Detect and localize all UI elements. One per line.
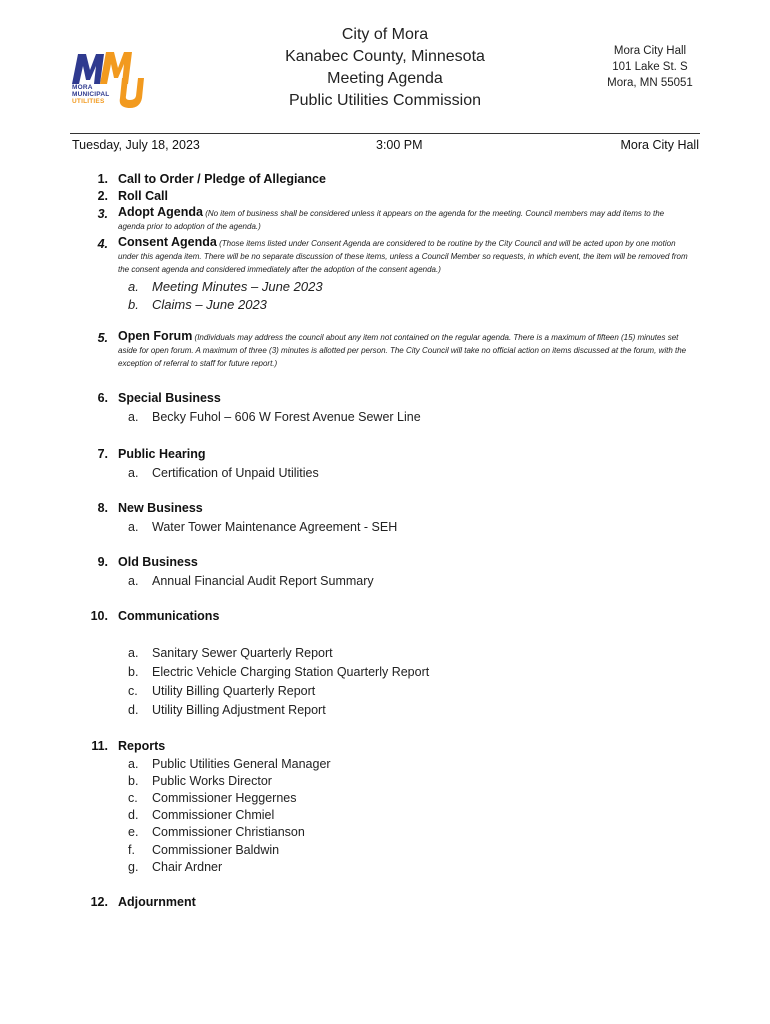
item-title: Communications <box>118 609 220 623</box>
address-line-2: 101 Lake St. S <box>612 61 688 73</box>
item-number: 3. <box>97 207 108 221</box>
item-number: 4. <box>97 237 108 251</box>
item-title: Consent Agenda <box>118 235 217 249</box>
item-title: Reports <box>118 739 166 753</box>
title-line-agenda: Meeting Agenda <box>327 70 443 87</box>
item-title: Adjournment <box>118 895 196 909</box>
item-title: Call to Order / Pledge of Allegiance <box>118 172 326 186</box>
logo-text-utilities: UTILITIES <box>72 98 105 105</box>
item-number: 10. <box>90 609 108 623</box>
item-number: 9. <box>97 555 108 569</box>
item-number: 12. <box>90 895 108 909</box>
item-number: 7. <box>97 447 108 461</box>
item-title: Old Business <box>118 555 198 569</box>
meeting-time: 3:00 PM <box>376 138 423 152</box>
item-title: Open Forum <box>118 329 193 343</box>
address-line-1: Mora City Hall <box>613 45 687 57</box>
logo-text-municipal: MUNICIPAL <box>72 91 110 98</box>
item-number: 5. <box>97 331 108 345</box>
item-number: 11. <box>91 739 108 753</box>
item-note: (Individuals may address the council about any item not contained on the regular agenda. There is a maximum of fifteen (15) minutes set aside for open forum. A maximum of three (3) minutes is allotted per person. The City Council will take no official action on items discussed at the forum, with the exception of referral to staff for future report.) <box>118 333 687 368</box>
item-number: 2. <box>97 189 108 203</box>
address-block <box>590 43 710 91</box>
item-note: (No item of business shall be considered unless it appears on the agenda for the meeting. Council members may add items to the agenda prior to adoption of the agenda.) <box>118 209 665 231</box>
item-title: Roll Call <box>118 189 169 203</box>
item-note: (Those items listed under Consent Agenda are considered to be routine by the City Council and will be acted upon by one motion under this agenda item. There will be no separate discussion of these items, unless a Council Member so requests, in which event, the item will be removed from the consent agenda and considered immediately after the adoption of the consent agenda.) <box>118 239 688 274</box>
title-line-county: Kanabec County, Minnesota <box>285 48 485 65</box>
logo-text-mora: MORA <box>72 84 93 91</box>
meeting-place: Mora City Hall <box>620 138 699 152</box>
item-title: Public Hearing <box>118 447 206 461</box>
mora-municipal-utilities-logo <box>70 44 154 110</box>
item-number: 8. <box>97 501 108 515</box>
header-divider <box>70 133 700 134</box>
item-number: 6. <box>97 391 108 405</box>
address-line-3: Mora, MN 55051 <box>607 77 693 89</box>
title-line-city: City of Mora <box>341 26 429 43</box>
meeting-date: Tuesday, July 18, 2023 <box>72 138 200 152</box>
item-title: Adopt Agenda <box>118 205 203 219</box>
document-title-block <box>230 24 540 112</box>
item-title: New Business <box>118 501 203 515</box>
item-title: Special Business <box>118 391 221 405</box>
title-line-commission: Public Utilities Commission <box>288 92 482 109</box>
item-number: 1. <box>97 172 108 186</box>
